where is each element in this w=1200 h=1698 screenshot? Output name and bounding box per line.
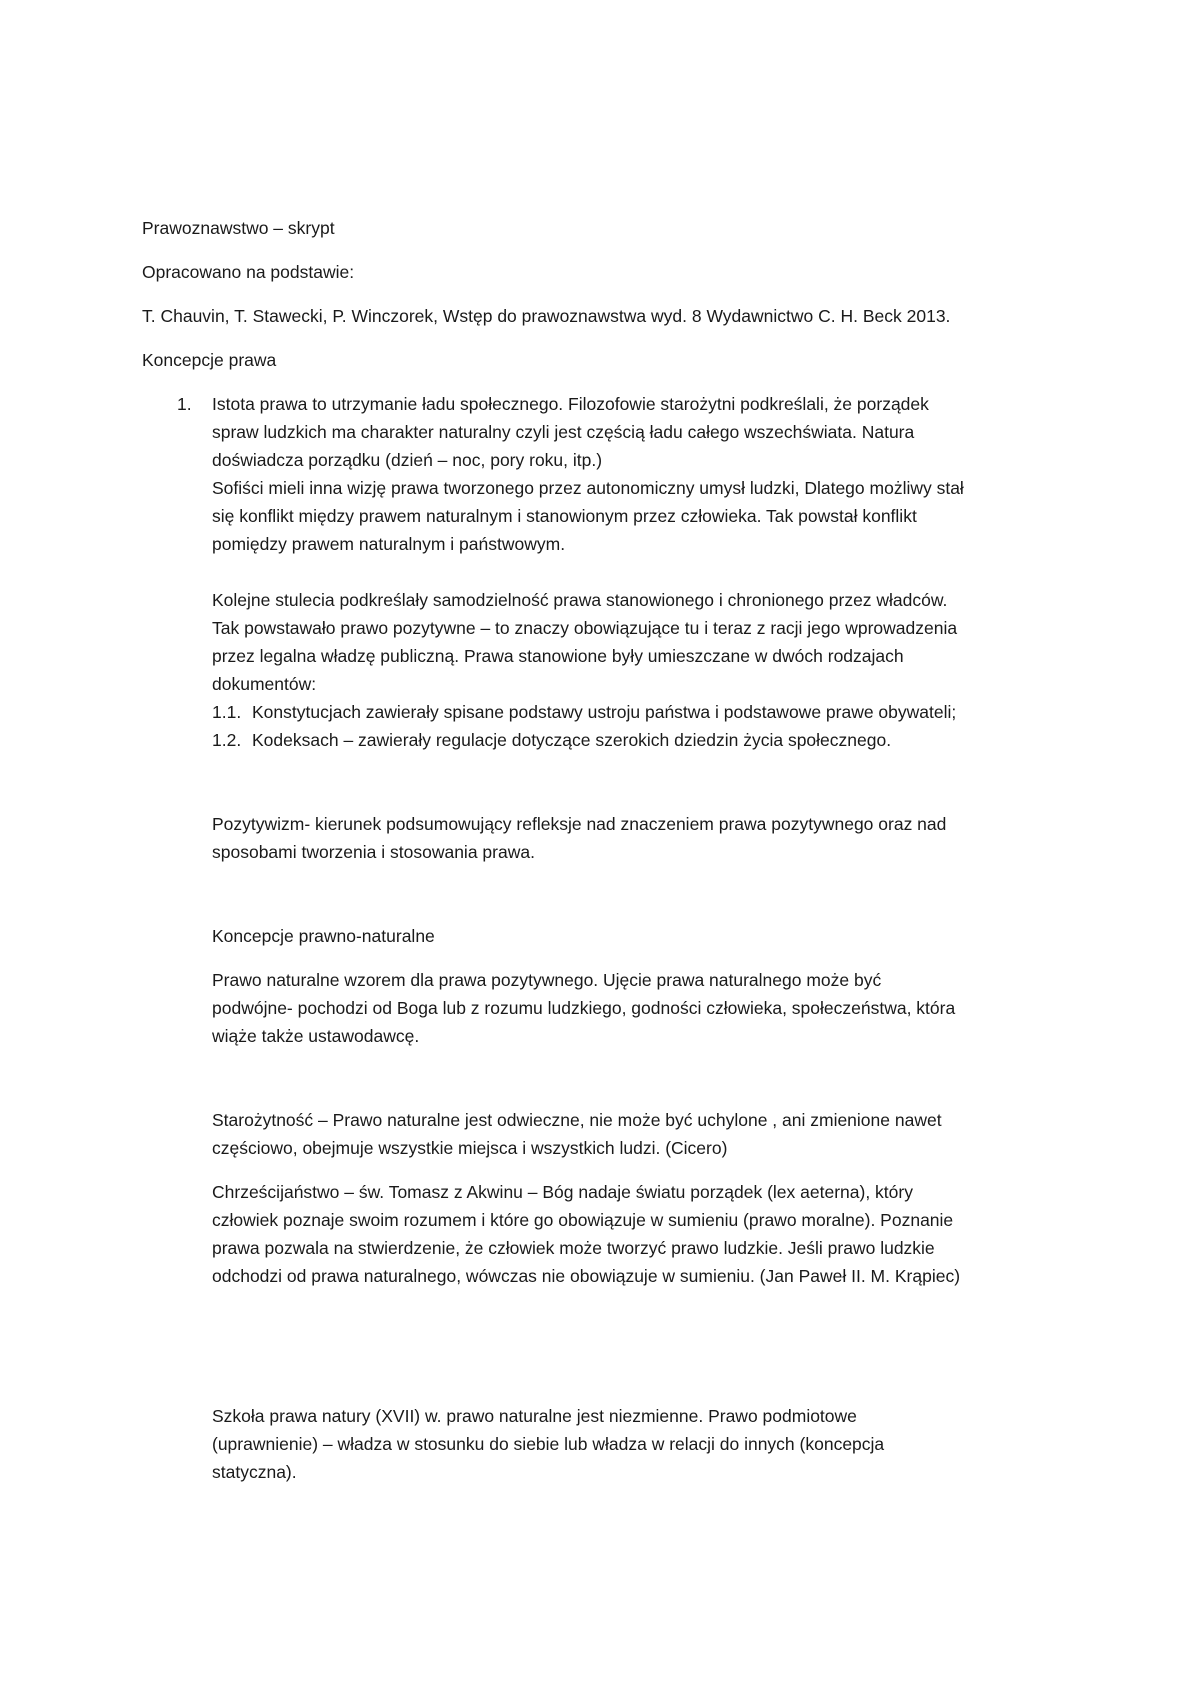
paragraph-line: sposobami tworzenia i stosowania prawa. <box>212 842 535 862</box>
paragraph-line: dokumentów: <box>212 674 317 694</box>
paragraph-line: Kolejne stulecia podkreślały samodzielność prawa stanowionego i chronionego przez władców. <box>212 590 948 610</box>
paragraph-line: Pozytywizm- kierunek podsumowujący refleksje nad znaczeniem prawa pozytywnego oraz nad <box>212 814 947 834</box>
paragraph-line: (uprawnienie) – władza w stosunku do siebie lub władza w relacji do innych (koncepcja <box>212 1434 885 1454</box>
paragraph-line: podwójne- pochodzi od Boga lub z rozumu ludzkiego, godności człowieka, społeczeństwa, która <box>212 998 956 1018</box>
sub-item-number: 1.2. <box>212 730 242 750</box>
sub-item-text: Kodeksach – zawierały regulacje dotyczące szerokich dziedzin życia społecznego. <box>252 730 892 750</box>
paragraph-line: spraw ludzkich ma charakter naturalny czyli jest częścią ładu całego wszechświata. Natura <box>212 422 915 442</box>
paragraph-line: doświadcza porządku (dzień – noc, pory roku, itp.) <box>212 450 603 470</box>
source-intro: Opracowano na podstawie: <box>142 262 355 282</box>
paragraph-line: się konflikt między prawem naturalnym i stanowionym przez człowieka. Tak powstał konflikt <box>212 506 917 526</box>
paragraph-line: Sofiści mieli inna wizję prawa tworzonego przez autonomiczny umysł ludzki, Dlatego możliwy stał <box>212 478 964 498</box>
list-item-number: 1. <box>177 394 192 414</box>
subheading: Koncepcje prawno-naturalne <box>212 926 435 946</box>
paragraph-line: Tak powstawało prawo pozytywne – to znaczy obowiązujące tu i teraz z racji jego wprowadzenia <box>212 618 958 638</box>
section-heading: Koncepcje prawa <box>142 350 277 370</box>
paragraph-line: wiąże także ustawodawcę. <box>212 1026 420 1046</box>
paragraph-line: Starożytność – Prawo naturalne jest odwieczne, nie może być uchylone , ani zmienione nawet <box>212 1110 942 1130</box>
paragraph-line: Chrześcijaństwo – św. Tomasz z Akwinu – Bóg nadaje światu porządek (lex aeterna), który <box>212 1182 913 1202</box>
paragraph-line: częściowo, obejmuje wszystkie miejsca i wszystkich ludzi. (Cicero) <box>212 1138 728 1158</box>
paragraph-line: prawa pozwala na stwierdzenie, że człowiek może tworzyć prawo ludzkie. Jeśli prawo ludzkie <box>212 1238 935 1258</box>
citation: T. Chauvin, T. Stawecki, P. Winczorek, Wstęp do prawoznawstwa wyd. 8 Wydawnictwo C. H. Beck 2013. <box>142 306 951 326</box>
document-title: Prawoznawstwo – skrypt <box>142 218 335 238</box>
paragraph-line: przez legalna władzę publiczną. Prawa stanowione były umieszczane w dwóch rodzajach <box>212 646 904 666</box>
paragraph-line: Istota prawa to utrzymanie ładu społecznego. Filozofowie starożytni podkreślali, że porządek <box>212 394 929 414</box>
sub-item-text: Konstytucjach zawierały spisane podstawy ustroju państwa i podstawowe prawe obywateli; <box>252 702 957 722</box>
sub-item-number: 1.1. <box>212 702 242 722</box>
paragraph-line: pomiędzy prawem naturalnym i państwowym. <box>212 534 566 554</box>
paragraph-line: Prawo naturalne wzorem dla prawa pozytywnego. Ujęcie prawa naturalnego może być <box>212 970 882 990</box>
paragraph-line: statyczna). <box>212 1462 297 1482</box>
paragraph-line: odchodzi od prawa naturalnego, wówczas nie obowiązuje w sumieniu. (Jan Paweł II. M. Krąpiec) <box>212 1266 961 1286</box>
paragraph-line: człowiek poznaje swoim rozumem i które go obowiązuje w sumieniu (prawo moralne). Poznanie <box>212 1210 954 1230</box>
paragraph-line: Szkoła prawa natury (XVII) w. prawo naturalne jest niezmienne. Prawo podmiotowe <box>212 1406 857 1426</box>
